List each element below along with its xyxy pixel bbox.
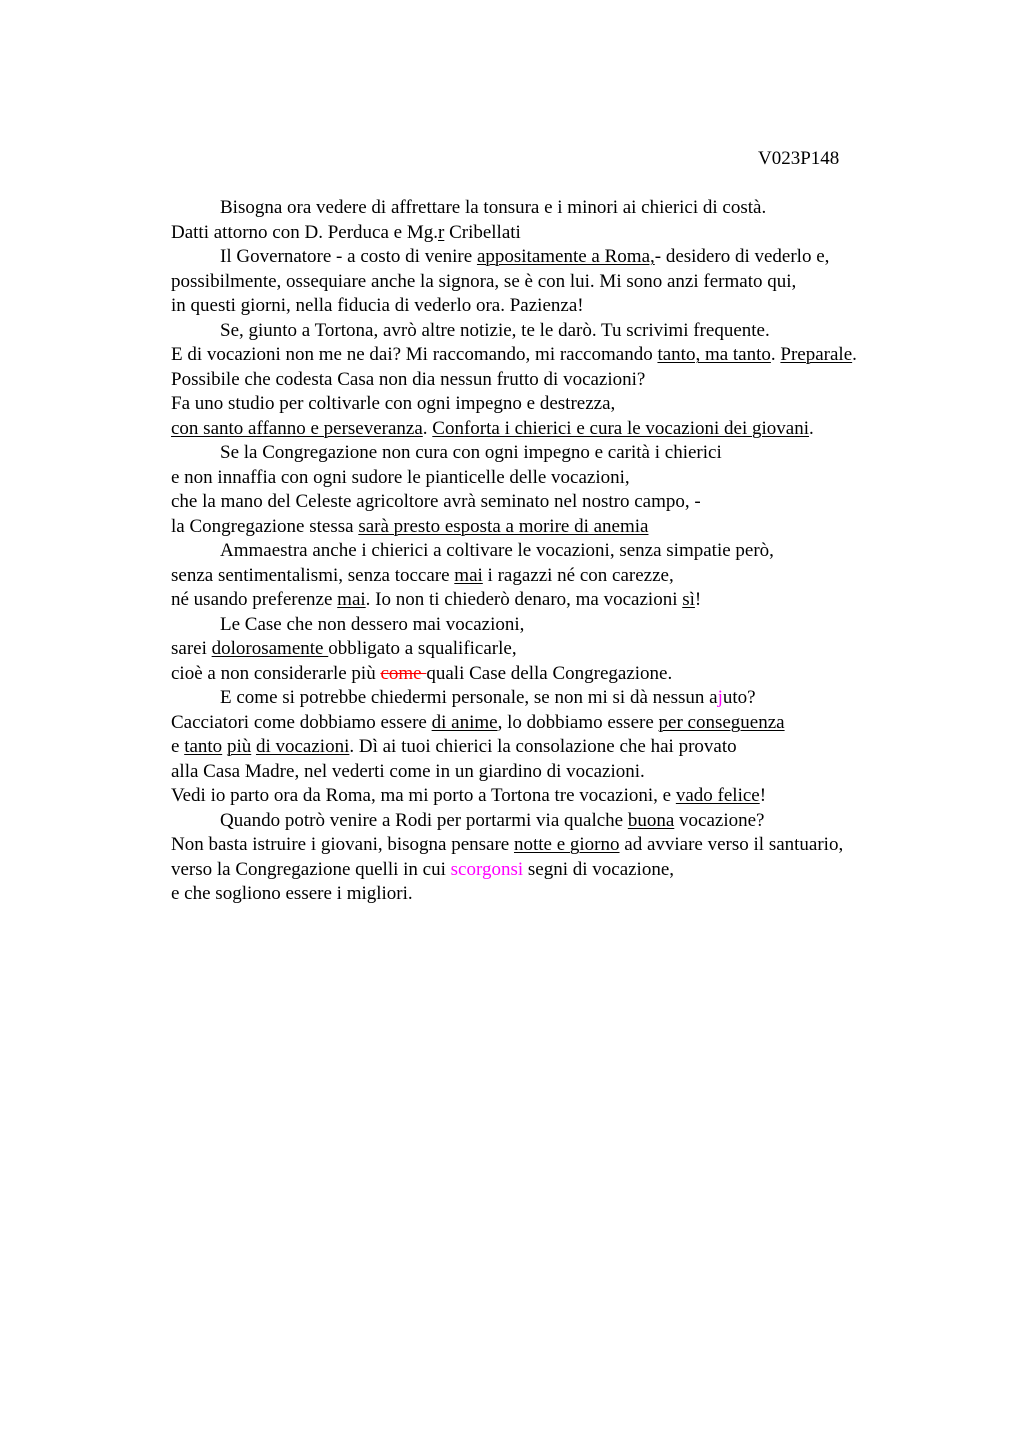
text-segment: !	[694, 589, 702, 610]
underlined-text: mai	[337, 589, 366, 610]
text-line	[171, 245, 931, 270]
deleted-text: come	[380, 662, 427, 684]
underlined-text: di vocazioni	[255, 736, 350, 757]
text-segment: che la mano del Celeste agricoltore avrà seminato nel nostro campo, -	[171, 491, 701, 512]
text-segment: Fa uno studio per coltivarle con ogni impegno e destrezza,	[171, 393, 616, 414]
text-line	[171, 343, 931, 368]
text-segment: verso la Congregazione quelli in cui	[171, 858, 451, 880]
text-segment: la Congregazione stessa	[171, 515, 359, 537]
text-line	[171, 490, 931, 515]
text-segment: .	[852, 344, 857, 365]
text-line	[171, 637, 931, 662]
text-segment: Non basta istruire i giovani, bisogna pensare	[171, 834, 514, 855]
text-segment: e che sogliono essere i migliori.	[171, 883, 413, 904]
text-line	[171, 760, 931, 785]
text-line	[171, 809, 931, 834]
underlined-text: Conforta i chierici e cura le vocazioni dei giovani	[432, 417, 809, 439]
text-segment: vocazione?	[674, 809, 765, 831]
text-line	[171, 270, 931, 295]
text-segment: .	[422, 417, 433, 439]
text-line	[171, 686, 931, 711]
text-segment: Cacciatori come dobbiamo essere	[171, 711, 432, 733]
text-line	[171, 417, 931, 442]
underlined-text: di anime	[431, 711, 498, 733]
text-segment: Datti attorno con D. Perduca e Mg.	[171, 221, 438, 243]
underlined-text: notte e giorno	[513, 834, 620, 855]
inserted-text: j	[717, 687, 723, 708]
text-segment: e non innaffia con ogni sudore le pianticelle delle vocazioni,	[171, 466, 630, 488]
text-segment: , lo dobbiamo essere	[497, 711, 659, 733]
text-segment: alla Casa Madre, nel vederti come in un giardino di vocazioni.	[171, 760, 645, 782]
text-line	[171, 564, 931, 589]
underlined-text: con santo affanno e perseveranza	[171, 417, 423, 439]
text-segment: sarei	[171, 638, 212, 659]
text-segment: Il Governatore - a costo di venire	[220, 246, 477, 267]
underlined-text: appositamente a Roma,	[476, 246, 655, 267]
text-line	[171, 613, 931, 638]
text-segment: ad avviare verso il santuario,	[619, 834, 844, 855]
text-segment: cioè a non considerarle più	[171, 662, 381, 684]
text-segment: in questi giorni, nella fiducia di vederlo ora. Pazienza!	[171, 295, 584, 316]
text-segment: Le Case che non dessero mai vocazioni,	[220, 613, 525, 635]
text-line	[171, 662, 931, 687]
text-segment: . Io non ti chiederò denaro, ma vocazioni	[365, 589, 683, 610]
text-line	[171, 515, 931, 540]
underlined-text: sarà presto esposta a morire di anemia	[358, 515, 649, 537]
underlined-text: per conseguenza	[658, 711, 785, 733]
text-segment: obbligato a squalificarle,	[328, 638, 517, 659]
text-segment: Se la Congregazione non cura con ogni impegno e carità i chierici	[220, 442, 722, 463]
text-line	[171, 196, 931, 221]
underlined-text: sì	[682, 589, 695, 610]
text-line	[171, 588, 931, 613]
text-segment: senza sentimentalismi, senza toccare	[171, 564, 455, 586]
text-line	[171, 221, 931, 246]
text-segment: E di vocazioni non me ne dai? Mi raccomando, mi raccomando	[171, 344, 658, 365]
text-line	[171, 466, 931, 491]
text-line	[171, 711, 931, 736]
text-segment: Bisogna ora vedere di affrettare la tonsura e i minori ai chierici di costà.	[220, 197, 767, 218]
text-segment: uto?	[722, 687, 756, 708]
letter-body	[171, 196, 931, 907]
text-segment: Vedi io parto ora da Roma, ma mi porto a Tortona tre vocazioni, e	[171, 785, 676, 806]
underlined-text: Preparale	[780, 344, 853, 365]
text-line	[171, 882, 931, 907]
text-segment: .	[808, 417, 814, 439]
text-segment: Possibile che codesta Casa non dia nessun frutto di vocazioni?	[171, 368, 646, 390]
underlined-text: buona	[627, 809, 675, 831]
underlined-text: r	[437, 221, 445, 243]
text-line	[171, 368, 931, 393]
text-line	[171, 392, 931, 417]
text-segment: E come si potrebbe chiedermi personale, se non mi si dà nessun a	[220, 687, 718, 708]
text-line	[171, 858, 931, 883]
text-segment: - desidero di vederlo e,	[654, 246, 830, 267]
underlined-text: tanto	[184, 736, 223, 757]
inserted-text: scorgonsi	[450, 858, 524, 880]
text-segment: !	[759, 785, 767, 806]
text-segment: e	[171, 736, 185, 757]
text-segment: Ammaestra anche i chierici a coltivare le vocazioni, senza simpatie però,	[220, 540, 774, 561]
text-segment: segni di vocazione,	[523, 858, 675, 880]
text-line	[171, 833, 931, 858]
page-id: V023P148	[758, 148, 840, 169]
text-line	[171, 319, 931, 344]
underlined-text: vado felice	[675, 785, 760, 806]
underlined-text: mai	[454, 564, 483, 586]
underlined-text: tanto, ma tanto	[657, 344, 771, 365]
text-segment: Se, giunto a Tortona, avrò altre notizie, te le darò. Tu scrivimi frequente.	[220, 319, 770, 341]
text-segment: i ragazzi né con carezze,	[482, 564, 674, 586]
text-segment: quali Case della Congregazione.	[426, 662, 673, 684]
text-segment: Cribellati	[444, 221, 521, 243]
text-segment: né usando preferenze	[171, 589, 338, 610]
text-segment: Quando potrò venire a Rodi per portarmi via qualche	[220, 809, 628, 831]
text-line	[171, 294, 931, 319]
text-segment: possibilmente, ossequiare anche la signora, se è con lui. Mi sono anzi fermato qui,	[171, 270, 797, 292]
text-line	[171, 784, 931, 809]
text-segment: .	[770, 344, 781, 365]
text-line	[171, 735, 931, 760]
text-line	[171, 539, 931, 564]
underlined-text: dolorosamente	[211, 638, 329, 659]
text-segment: . Dì ai tuoi chierici la consolazione che hai provato	[349, 736, 737, 757]
underlined-text: più	[226, 736, 252, 757]
text-line	[171, 441, 931, 466]
